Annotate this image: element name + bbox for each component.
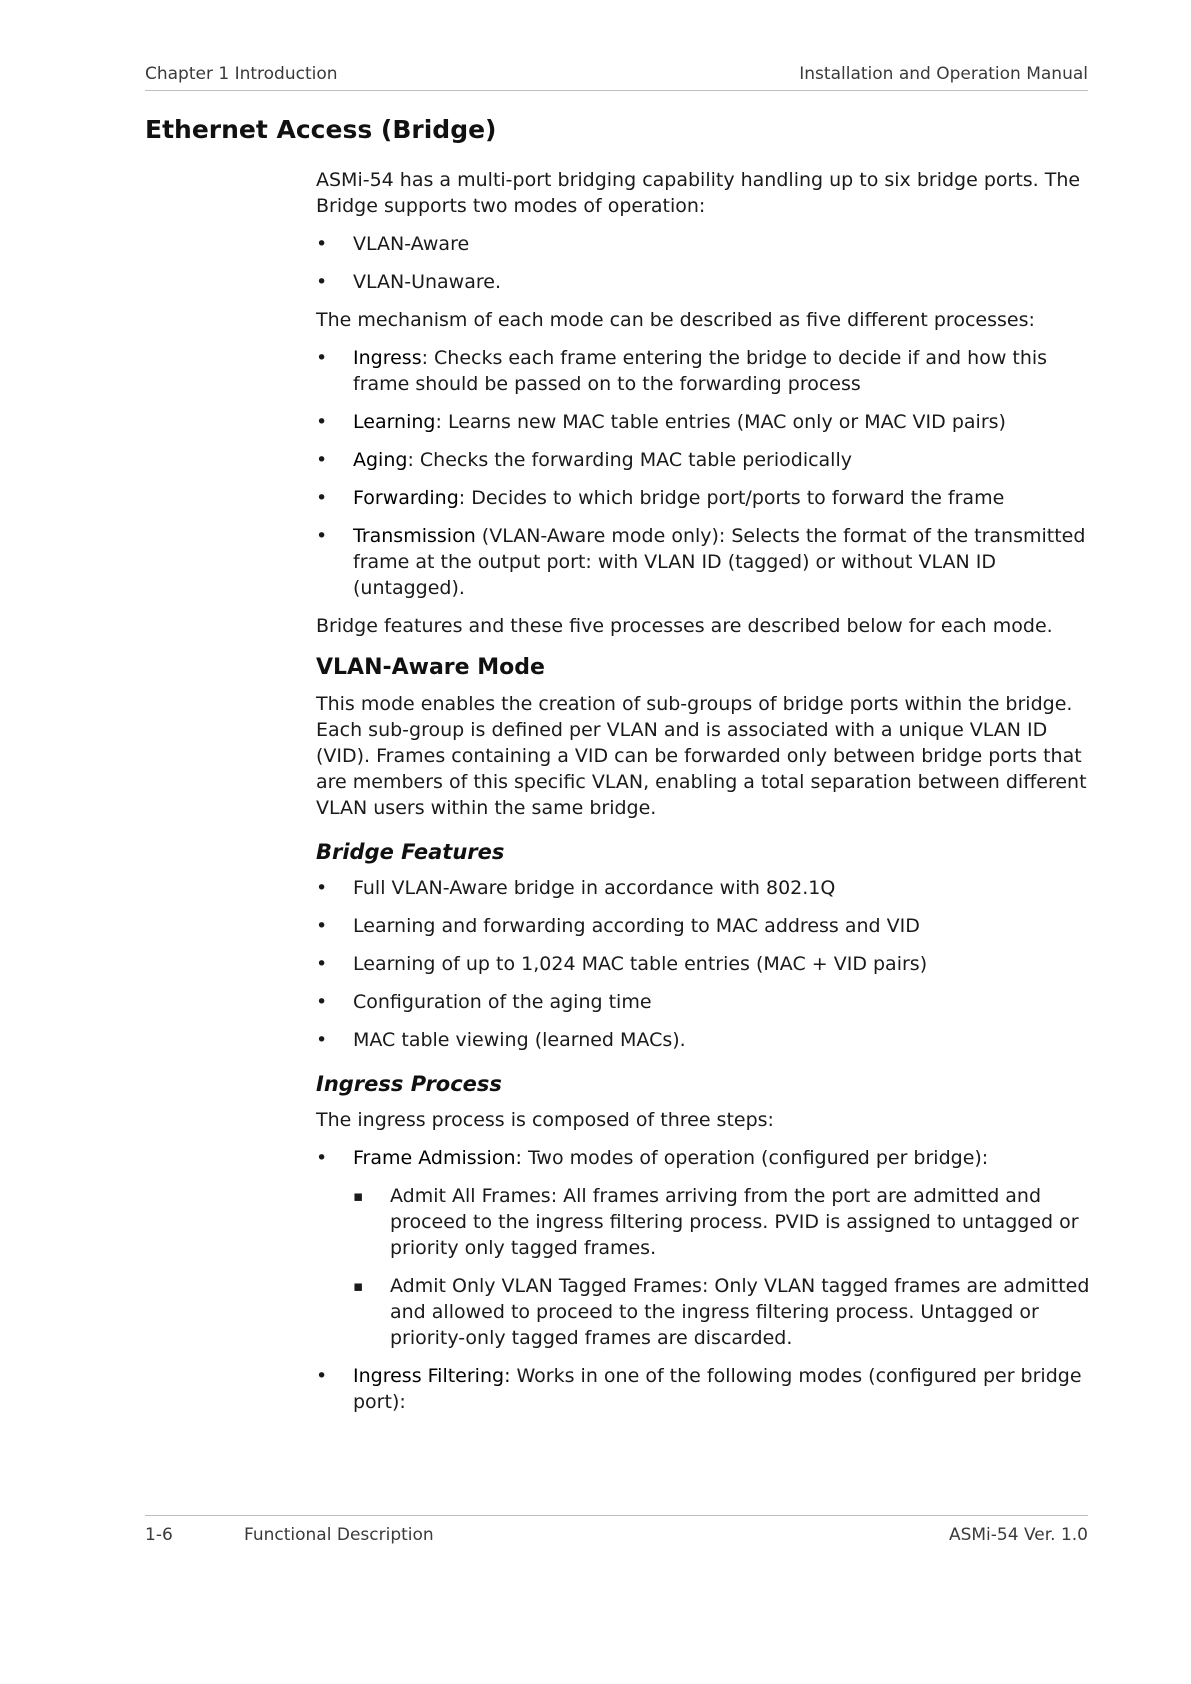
header-manual-title: Installation and Operation Manual	[799, 64, 1088, 84]
process-desc: : Decides to which bridge port/ports to forward the frame	[458, 487, 1005, 509]
list-item	[316, 485, 1091, 511]
subsection-heading-bridge-features: Bridge Features	[316, 840, 505, 864]
process-desc: : Learns new MAC table entries (MAC only or MAC VID pairs)	[435, 411, 1006, 433]
step-term: Frame Admission:	[353, 1147, 522, 1169]
frame-admission-modes-list	[353, 1183, 1091, 1351]
ingress-intro: The ingress process is composed of three steps:	[316, 1109, 774, 1131]
subsection-heading-ingress-process: Ingress Process	[316, 1072, 502, 1096]
footer-version: ASMi-54 Ver. 1.0	[948, 1525, 1088, 1545]
list-item: • Learning of up to 1,024 MAC table entries (MAC + VID pairs)	[316, 951, 1091, 977]
modes-list	[316, 231, 1091, 295]
page-header	[145, 60, 1088, 91]
list-item	[316, 1363, 1091, 1415]
list-item	[316, 447, 1091, 473]
list-item	[316, 1145, 1091, 1351]
features-intro: Bridge features and these five processes are described below for each mode.	[316, 615, 1053, 637]
bridge-features-list	[316, 875, 1091, 1053]
list-item: ▪ Admit Only VLAN Tagged Frames: Only VLAN tagged frames are admitted and allowed to proceed to the ingress filtering process. Untagged or priority-only tagged frames are discarded.	[353, 1273, 1091, 1351]
process-desc: : Checks the forwarding MAC table periodically	[407, 449, 852, 471]
process-term: Forwarding	[353, 487, 459, 509]
page-title: Ethernet Access (Bridge)	[145, 115, 497, 144]
process-term: Aging	[353, 449, 408, 471]
vlan-aware-body: This mode enables the creation of sub-groups of bridge ports within the bridge. Each sub-group is defined per VLAN and is associated with a unique VLAN ID (VID). Frames containing a VID can be forwarded only between bridge ports that are members of this specific VLAN, enabling a total separation between different VLAN users within the same bridge.	[316, 693, 1087, 819]
page-number: 1-6	[145, 1525, 173, 1545]
page-footer	[145, 1515, 1088, 1550]
list-item: • MAC table viewing (learned MACs).	[316, 1027, 1091, 1053]
list-item: • Learning and forwarding according to MAC address and VID	[316, 913, 1091, 939]
list-item: ▪ Admit All Frames: All frames arriving from the port are admitted and proceed to the ingress filtering process. PVID is assigned to untagged or priority only tagged frames.	[353, 1183, 1091, 1261]
process-term: Ingress	[353, 347, 422, 369]
process-term: Transmission	[353, 525, 476, 547]
main-content	[316, 167, 1091, 1427]
list-item	[316, 523, 1091, 601]
list-item: • Configuration of the aging time	[316, 989, 1091, 1015]
list-item: • Full VLAN-Aware bridge in accordance with 802.1Q	[316, 875, 1091, 901]
processes-list	[316, 345, 1091, 601]
step-desc: Works in one of the following modes (configured per bridge port):	[353, 1365, 1082, 1413]
step-desc: Two modes of operation (configured per bridge):	[521, 1147, 989, 1169]
step-term: Ingress Filtering:	[353, 1365, 511, 1387]
list-item	[316, 409, 1091, 435]
process-desc: (VLAN-Aware mode only): Selects the format of the transmitted frame at the output port: with VLAN ID (tagged) or without VLAN ID (untagged).	[353, 525, 1086, 599]
list-item: • VLAN-Aware	[316, 231, 1091, 257]
section-heading-vlan-aware: VLAN-Aware Mode	[316, 655, 545, 680]
footer-section: Functional Description	[244, 1525, 434, 1545]
ingress-steps-list	[316, 1145, 1091, 1415]
intro-paragraph: ASMi-54 has a multi-port bridging capability handling up to six bridge ports. The Bridge supports two modes of operation:	[316, 169, 1081, 217]
list-item	[316, 345, 1091, 397]
list-item: • VLAN-Unaware.	[316, 269, 1091, 295]
process-desc: : Checks each frame entering the bridge to decide if and how this frame should be passed on to the forwarding process	[353, 347, 1048, 395]
process-term: Learning	[353, 411, 436, 433]
mechanism-intro: The mechanism of each mode can be described as five different processes:	[316, 309, 1035, 331]
header-chapter: Chapter 1 Introduction	[145, 64, 338, 84]
